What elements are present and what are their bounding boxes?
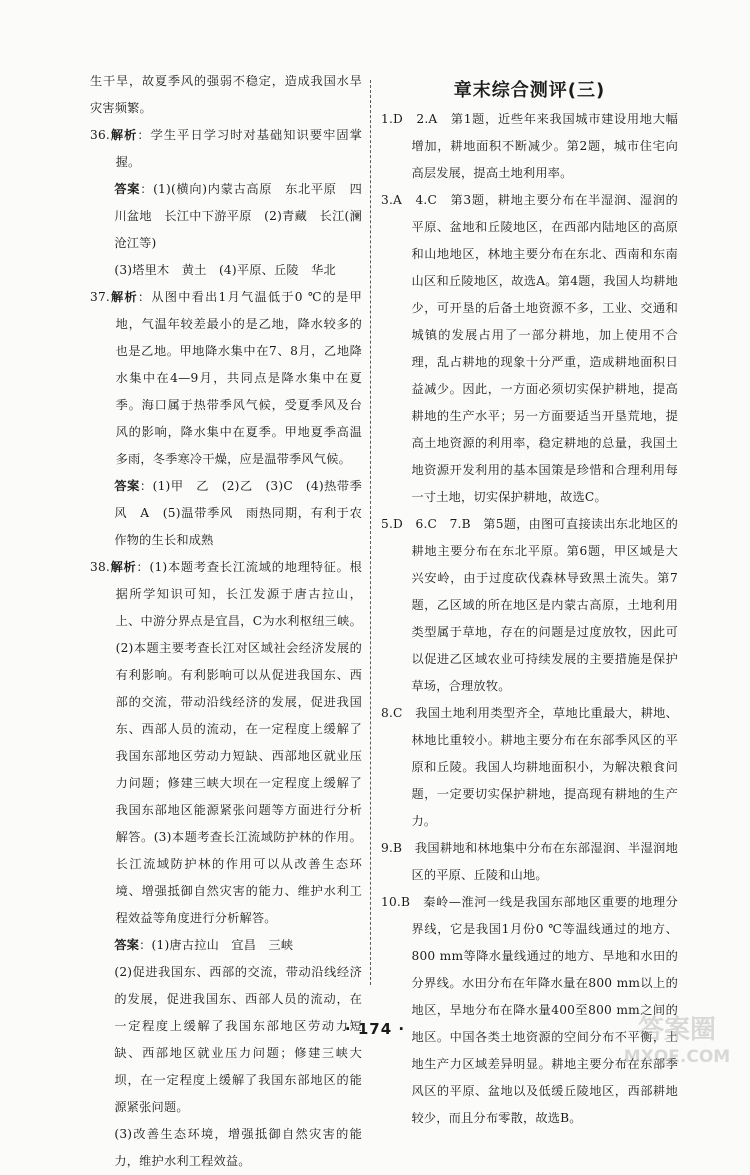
- q36-answer: [90, 176, 362, 257]
- q37-answer-text: ：(1)甲 乙 (2)乙 (3)C (4)热带季风 A (5)温带季风 雨热同期，有利于农作物的生长和成熟: [114, 479, 362, 547]
- q36-answer-label: 答案: [114, 182, 141, 196]
- q37-analysis-label: 解析: [109, 290, 138, 304]
- q36-answer-line2: (3)塔里木 黄土 (4)平原、丘陵 华北: [114, 263, 336, 277]
- answer-8: 8.C 我国土地利用类型齐全，草地比重最大，耕地、林地比重较小。耕地主要分布在东部季风区的平原和丘陵。我国人均耕地面积小，为解决粮食问题，一定要切实保护耕地，提高现有耕地的生产力。: [381, 706, 678, 828]
- q38-answer-part3: (3)改善生态环境，增强抵御自然灾害的能力，维护水利工程效益。: [114, 1127, 362, 1168]
- q38-answer-part2: (2)促进我国东、西部的交流，带动沿线经济的发展，促进我国东、西部人员的流动，在一定程度上缓解了我国东部地区劳动力短缺、西部地区就业压力问题；修建三峡大坝，在一定程度上缓解了我国东部地区的能源紧张问题。: [114, 965, 362, 1114]
- q36-answer-text: ：(1)(横向)内蒙古高原 东北平原 四川盆地 长江中下游平原 (2)青藏 长江(澜沧江等): [114, 182, 362, 250]
- q36-number: 36.: [90, 128, 110, 142]
- column-divider: [370, 80, 371, 985]
- q38-analysis-label: 解析: [109, 560, 137, 574]
- q37-analysis-text: ：从图中看出1月气温低于0 ℃的是甲地，气温年较差最小的是乙地，降水较多的也是乙地。甲地降水集中在7、8月，乙地降水集中在4—9月，共同点是降水集中在夏季。海口属于热带季风气候，受夏季风及台风的影响，降水集中在夏季。甲地夏季高温多雨，冬季寒冷干燥，应是温带季风气候。: [115, 290, 362, 466]
- q36-analysis: [90, 122, 362, 176]
- q38-number: 38.: [90, 560, 110, 574]
- answer-5-7: 5.D 6.C 7.B 第5题，由图可直接读出东北地区的耕地主要分布在东北平原。第6题，甲区域是大兴安岭，由于过度砍伐森林导致黑土流失。第7题，乙区域的所在地区是内蒙古高原，土地利用类型属于草地，存在的问题是过度放牧，因此可以促进乙区域农业可持续发展的主要措施是保护草场，合理放牧。: [381, 517, 678, 693]
- left-para-continued: 生干旱，故夏季风的强弱不稳定，造成我国水旱灾害频繁。: [90, 74, 362, 115]
- answer-3-4: 3.A 4.C 第3题，耕地主要分布在半湿润、湿润的平原、盆地和丘陵地区，在西部内陆地区的高原和山地地区，林地主要分布在东北、西南和东南山区和丘陵地区，故选A。第4题，我国人均耕地少，可开垦的后备土地资源不多，工业、交通和城镇的发展占用了一部分耕地，加上使用不合理，乱占耕地的现象十分严重，造成耕地面积日益减少。因此，一方面必须切实保护耕地，提高耕地的生产水平；另一方面要适当开垦荒地，提高土地资源的利用率，稳定耕地的总量，我国土地资源开发利用的基本国策是珍惜和合理利用每一寸土地，切实保护耕地，故选C。: [381, 193, 678, 504]
- q37-analysis: [90, 284, 362, 473]
- q36-analysis-label: 解析: [109, 128, 138, 142]
- left-column: [90, 68, 362, 1175]
- page-number: · 174 ·: [344, 1020, 406, 1038]
- q38-answer: [90, 932, 362, 959]
- watermark-text-bottom: MXQE.COM: [623, 1047, 731, 1067]
- q37-answer: [90, 473, 362, 554]
- answer-1-2: 1.D 2.A 第1题，近些年来我国城市建设用地大幅增加，耕地面积不断减少。第2题，城市住宅向高层发展，提高土地利用率。: [381, 112, 678, 180]
- answer-10: 10.B 秦岭—淮河一线是我国东部地区重要的地理分界线，它是我国1月份0 ℃等温线通过的地方、800 mm等降水量线通过的地方、旱地和水田的分界线。水田分布在年降水量在800 mm以上的地区，旱地分布在降水量400至800 mm之间的地区。中国各类土地资源的空间分布不平衡，土地生产力区域差异明显。耕地主要分布在东部季风区的平原、盆地以及低缓丘陵地区，西部耕地较少，而且分布零散，故选B。: [381, 895, 678, 1125]
- answer-9: 9.B 我国耕地和林地集中分布在东部湿润、半湿润地区的平原、丘陵和山地。: [381, 841, 678, 882]
- q37-answer-label: 答案: [114, 479, 140, 493]
- q38-analysis: [90, 554, 362, 932]
- section-title: 章末综合测评(三): [453, 80, 606, 101]
- q38-answer-text: ：(1)唐古拉山 宜昌 三峡: [139, 938, 294, 952]
- q37-number: 37.: [90, 290, 110, 304]
- q38-answer-label: 答案: [114, 938, 140, 952]
- right-column: [381, 68, 678, 1132]
- q38-analysis-text: ：(1)本题考查长江流域的地理特征。根据所学知识可知，长江发源于唐古拉山，上、中游分界点是宜昌，C为水利枢纽三峡。(2)本题主要考查长江对区域社会经济发展的有利影响。有利影响可以从促进我国东、西部的交流，带动沿线经济的发展，促进我国东、西部人员的流动，在一定程度上缓解了我国东部地区劳动力短缺、西部地区就业压力问题；修建三峡大坝在一定程度上缓解了我国东部地区能源紧张问题等方面进行分析解答。(3)本题考查长江流域防护林的作用。长江流域防护林的作用可以从改善生态环境、增强抵御自然灾害的能力、维护水利工程效益等角度进行分析解答。: [115, 560, 362, 925]
- watermark-text-top: 答案圈: [637, 1015, 717, 1045]
- q36-analysis-text: ：学生平日学习时对基础知识要牢固掌握。: [115, 128, 362, 169]
- watermark-logo: [612, 1010, 742, 1068]
